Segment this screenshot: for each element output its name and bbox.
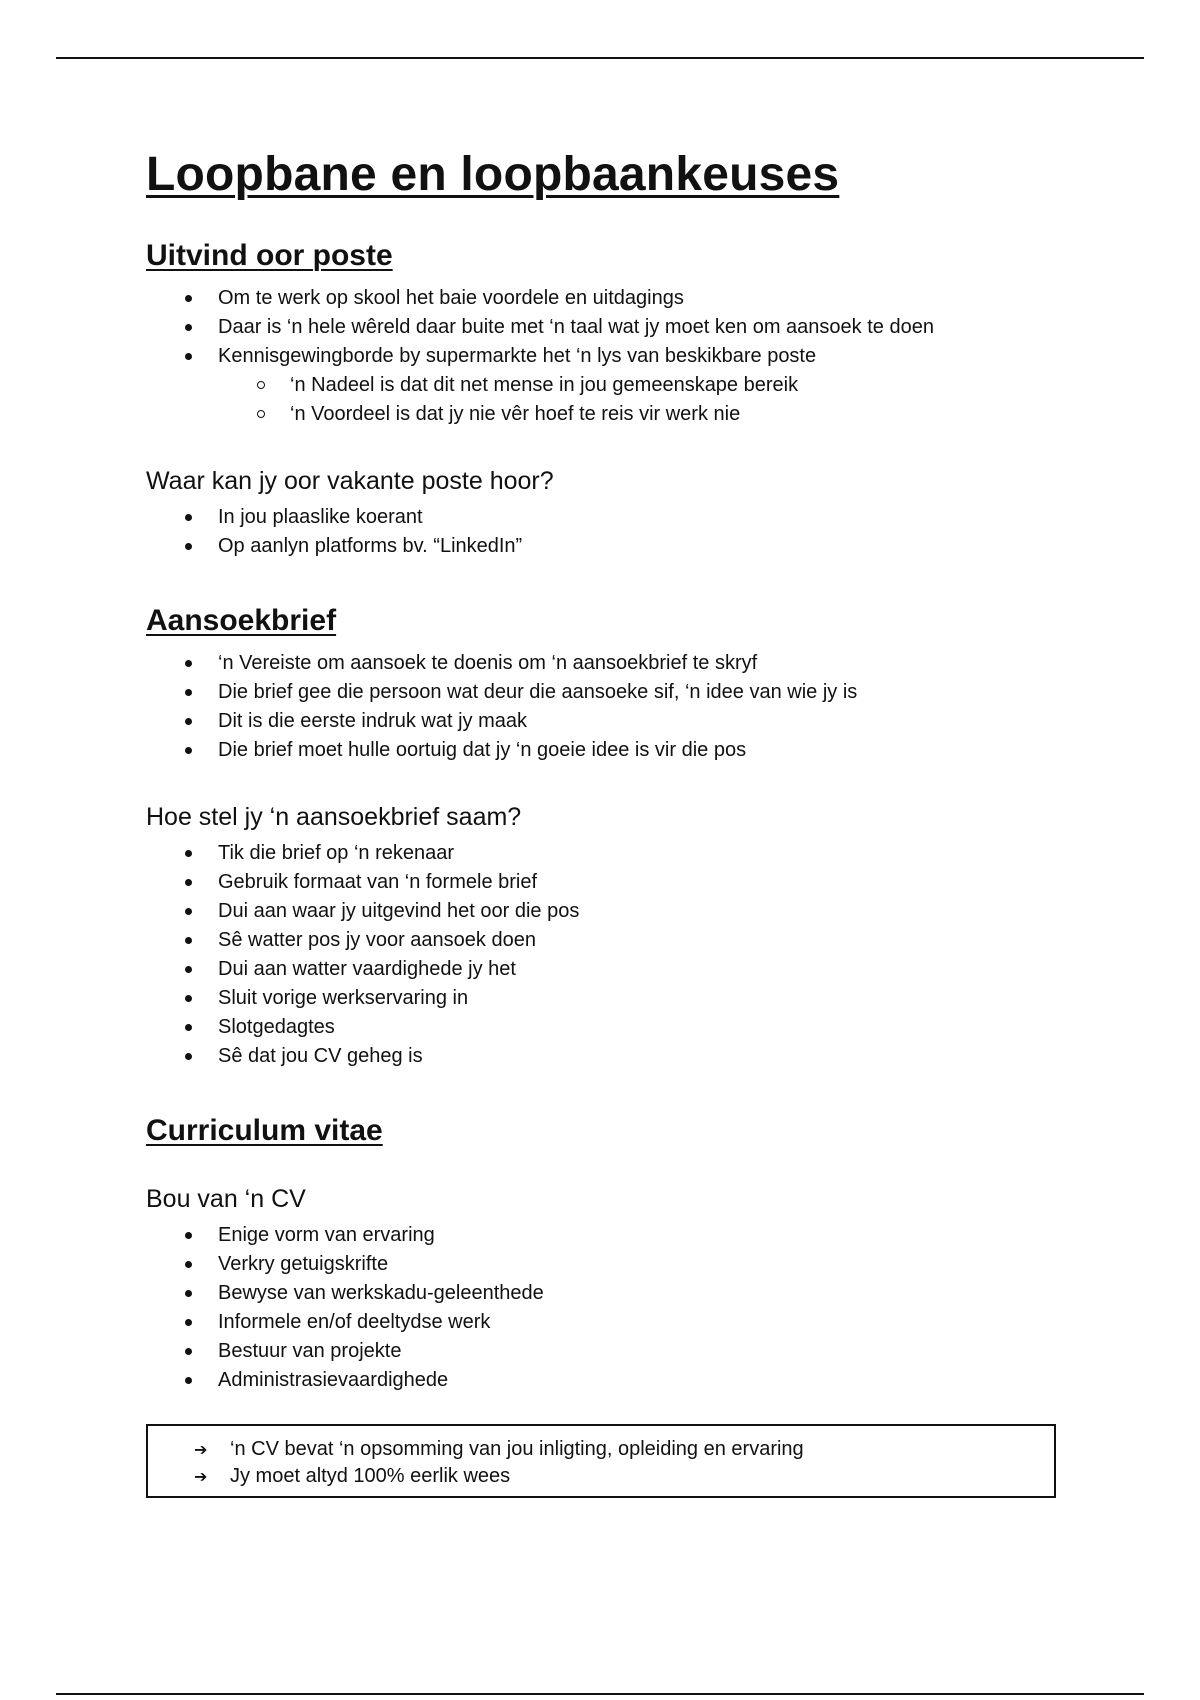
subheading-bou-cv: Bou van ‘n CV (146, 1185, 306, 1213)
sub-list-item: ‘n Nadeel is dat dit net mense in jou gemeenskape bereik (146, 371, 1066, 400)
top-rule (56, 57, 1144, 59)
arrow-right-icon: ➔ (194, 1467, 208, 1486)
list-item: Sluit vorige werkservaring in (146, 984, 1066, 1013)
list-item: Gebruik formaat van ‘n formele brief (146, 868, 1066, 897)
bullet-list-aansoekbrief (146, 649, 1066, 765)
list-item: ‘n Vereiste om aansoek te doenis om ‘n aansoekbrief te skryf (146, 649, 1066, 678)
list-item: Bewyse van werkskadu-geleenthede (146, 1279, 1066, 1308)
note-item (148, 1436, 1054, 1463)
bullet-list-aansoekbrief-saam (146, 839, 1066, 1071)
list-item: Dit is die eerste indruk wat jy maak (146, 707, 1066, 736)
subheading-vakante-poste: Waar kan jy oor vakante poste hoor? (146, 467, 554, 495)
list-item: Administrasievaardighede (146, 1366, 1066, 1395)
arrow-right-icon: ➔ (194, 1440, 208, 1459)
list-item: Sê dat jou CV geheg is (146, 1042, 1066, 1071)
list-item: Dui aan waar jy uitgevind het oor die pos (146, 897, 1066, 926)
list-item: Die brief gee die persoon wat deur die aansoeke sif, ‘n idee van wie jy is (146, 678, 1066, 707)
note-item-text: Jy moet altyd 100% eerlik wees (230, 1465, 511, 1487)
list-item: Om te werk op skool het baie voordele en uitdagings (146, 284, 1066, 313)
list-item: Slotgedagtes (146, 1013, 1066, 1042)
list-item: Dui aan watter vaardighede jy het (146, 955, 1066, 984)
bullet-list-uitvind (146, 284, 1066, 371)
bottom-rule (56, 1693, 1144, 1695)
list-item: Daar is ‘n hele wêreld daar buite met ‘n taal wat jy moet ken om aansoek te doen (146, 313, 1066, 342)
list-item: Kennisgewingborde by supermarkte het ‘n lys van beskikbare poste (146, 342, 1066, 371)
sub-list-item: ‘n Voordeel is dat jy nie vêr hoef te reis vir werk nie (146, 400, 1066, 429)
note-box (146, 1424, 1056, 1498)
page-title: Loopbane en loopbaankeuses (146, 148, 840, 201)
sub-bullet-list (146, 371, 1066, 429)
list-item: Op aanlyn platforms bv. “LinkedIn” (146, 532, 1066, 561)
list-item: Bestuur van projekte (146, 1337, 1066, 1366)
list-item: Die brief moet hulle oortuig dat jy ‘n goeie idee is vir die pos (146, 736, 1066, 765)
list-item: Enige vorm van ervaring (146, 1221, 1066, 1250)
bullet-list-bou-cv (146, 1221, 1066, 1395)
note-item (148, 1463, 1054, 1490)
section-heading-curriculum-vitae: Curriculum vitae (146, 1114, 383, 1147)
section-heading-uitvind: Uitvind oor poste (146, 239, 393, 272)
list-item: Informele en/of deeltydse werk (146, 1308, 1066, 1337)
list-item: In jou plaaslike koerant (146, 503, 1066, 532)
document-body (146, 148, 1066, 1395)
subheading-aansoekbrief-saam: Hoe stel jy ‘n aansoekbrief saam? (146, 803, 522, 831)
list-item: Sê watter pos jy voor aansoek doen (146, 926, 1066, 955)
list-item: Verkry getuigskrifte (146, 1250, 1066, 1279)
section-heading-aansoekbrief: Aansoekbrief (146, 604, 337, 637)
list-item: Tik die brief op ‘n rekenaar (146, 839, 1066, 868)
bullet-list-vakante-poste (146, 503, 1066, 561)
note-item-text: ‘n CV bevat ‘n opsomming van jou inligting, opleiding en ervaring (230, 1438, 804, 1460)
